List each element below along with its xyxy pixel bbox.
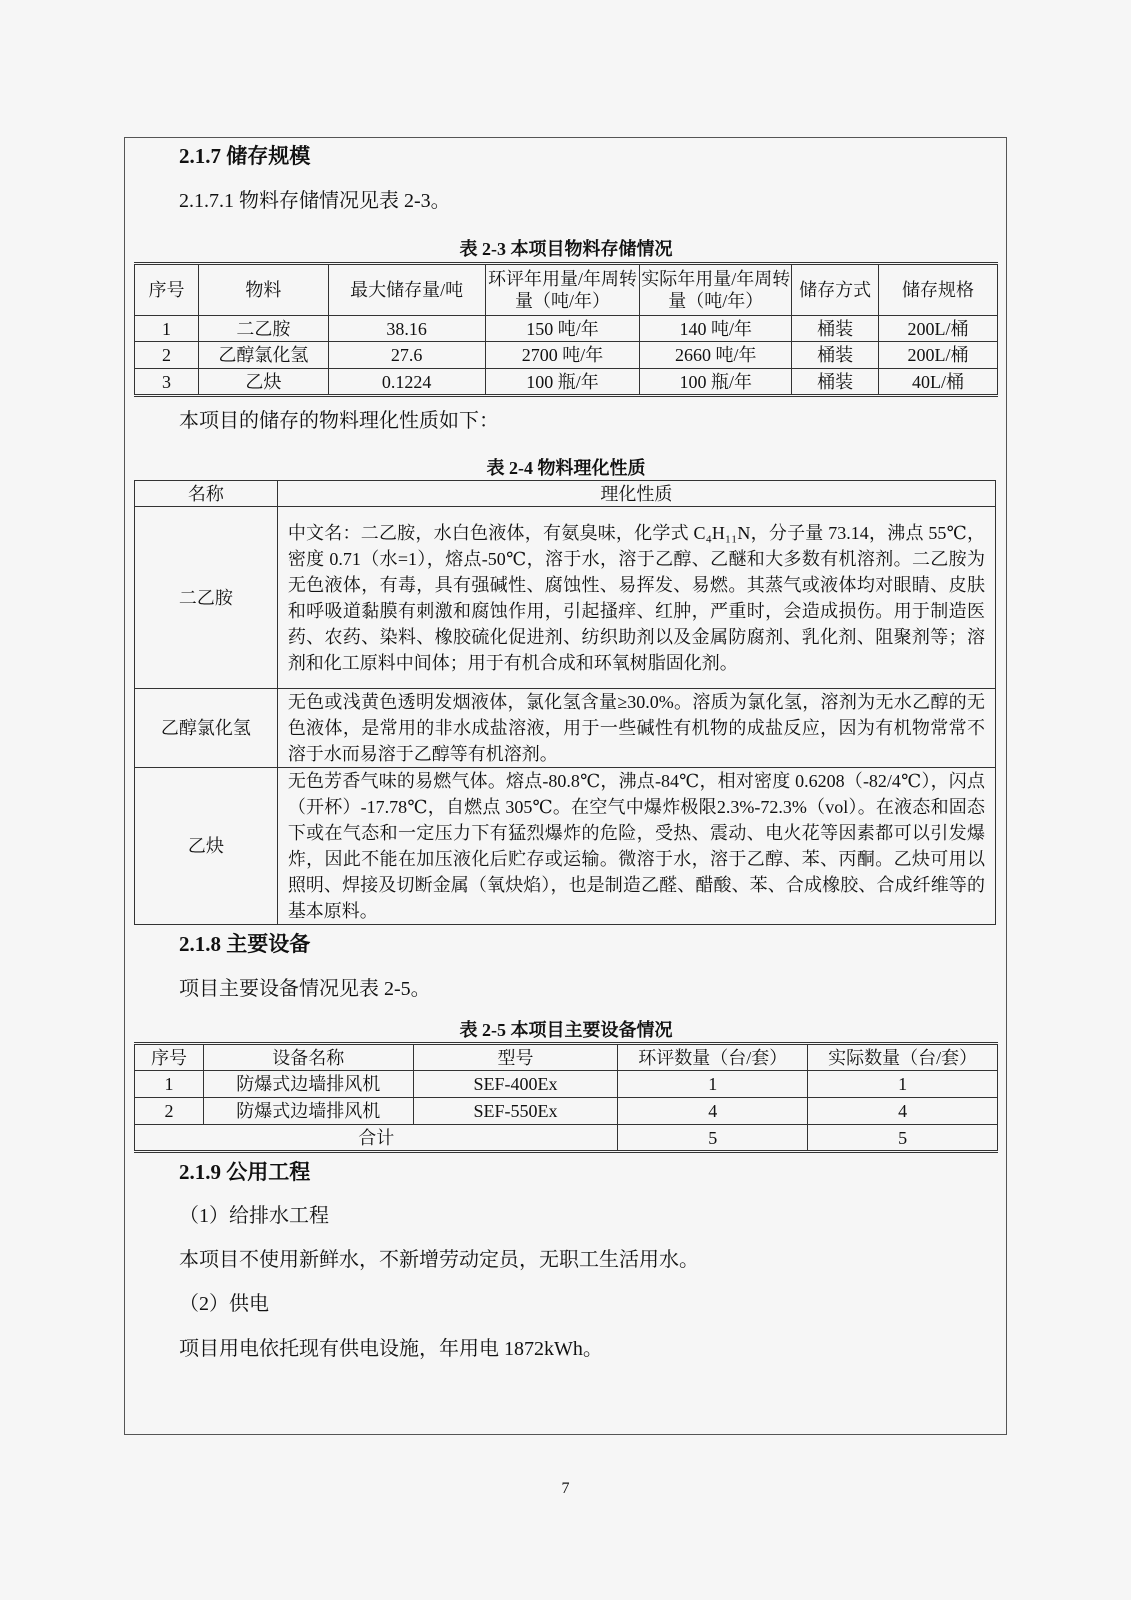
table-row — [135, 507, 996, 689]
table-2-5 — [134, 1042, 998, 1153]
cell: 4 — [618, 1098, 808, 1125]
storage-intro: 2.1.7.1 物料存储情况见表 2-3。 — [179, 190, 451, 212]
table-2-3-caption: 表 2-3 本项目物料存储情况 — [459, 239, 673, 259]
cell: 桶装 — [792, 342, 879, 369]
total-label: 合计 — [135, 1125, 618, 1152]
table-2-4-caption: 表 2-4 物料理化性质 — [486, 458, 646, 478]
cell: SEF-400Ex — [413, 1071, 618, 1098]
th-model: 型号 — [413, 1044, 618, 1071]
cell: 150 吨/年 — [485, 316, 640, 342]
th-material: 物料 — [198, 264, 328, 316]
cell: SEF-550Ex — [413, 1098, 618, 1125]
material-name: 乙醇氯化氢 — [135, 689, 278, 768]
cell: 4 — [808, 1098, 998, 1125]
th-storage-method: 储存方式 — [792, 264, 879, 316]
cell: 3 — [135, 369, 199, 396]
cell: 防爆式边墙排风机 — [203, 1098, 413, 1125]
total-actual-qty: 5 — [808, 1125, 998, 1152]
th-equipment-name: 设备名称 — [203, 1044, 413, 1071]
section-heading-2-1-8: 2.1.8 主要设备 — [179, 932, 311, 956]
cell: 140 吨/年 — [640, 316, 792, 342]
page-number: 7 — [561, 1480, 570, 1497]
material-properties: 中文名：二乙胺，水白色液体，有氨臭味，化学式 C₄H₁₁N，分子量 73.14，沸点 55℃，密度 0.71（水=1），熔点-50℃，溶于水，溶于乙醇、乙醚和大多数有机溶剂。二乙胺为无色液体，有毒，具有强碱性、腐蚀性、易挥发、易燃。其蒸气或液体均对眼睛、皮肤和呼吸道黏膜有刺激和腐蚀作用，引起搔痒、红肿，严重时，会造成损伤。用于制造医药、农药、染料、橡胶硫化促进剂、纺织助剂以及金属防腐剂、乳化剂、阻聚剂等；溶剂和化工原料中间体；用于有机合成和环氧树脂固化剂。 — [277, 507, 995, 689]
table-2-5-caption: 表 2-5 本项目主要设备情况 — [459, 1020, 673, 1040]
section-heading-2-1-9: 2.1.9 公用工程 — [179, 1160, 311, 1184]
th-env-usage: 环评年用量/年周转量（吨/年） — [485, 264, 640, 316]
table-row — [135, 689, 996, 768]
table-2-4 — [134, 480, 996, 925]
material-properties: 无色或浅黄色透明发烟液体，氯化氢含量≥30.0%。溶质为氯化氢，溶剂为无水乙醇的无色液体，是常用的非水成盐溶液，用于一些碱性有机物的成盐反应，因为有机物常常不溶于水而易溶于乙醇等有机溶剂。 — [277, 689, 995, 768]
th-storage-spec: 储存规格 — [879, 264, 998, 316]
cell: 1 — [808, 1071, 998, 1098]
table-row — [135, 768, 996, 925]
total-env-qty: 5 — [618, 1125, 808, 1152]
cell: 2 — [135, 1098, 204, 1125]
cell: 防爆式边墙排风机 — [203, 1071, 413, 1098]
cell: 38.16 — [328, 316, 485, 342]
water-title: （1）给排水工程 — [179, 1205, 329, 1227]
cell: 200L/桶 — [879, 316, 998, 342]
cell: 100 瓶/年 — [485, 369, 640, 396]
table-2-3 — [134, 262, 998, 397]
th-actual-usage: 实际年用量/年周转量（吨/年） — [640, 264, 792, 316]
cell: 100 瓶/年 — [640, 369, 792, 396]
material-name: 二乙胺 — [135, 507, 278, 689]
table-row — [135, 1071, 998, 1098]
material-name: 乙炔 — [135, 768, 278, 925]
cell: 桶装 — [792, 316, 879, 342]
section-heading-2-1-7: 2.1.7 储存规模 — [179, 144, 311, 168]
th-max-storage: 最大储存量/吨 — [328, 264, 485, 316]
equipment-intro: 项目主要设备情况见表 2-5。 — [179, 978, 431, 1000]
table-row — [135, 316, 998, 342]
total-row — [135, 1125, 998, 1152]
cell: 乙炔 — [198, 369, 328, 396]
power-title: （2）供电 — [179, 1293, 269, 1315]
cell: 2 — [135, 342, 199, 369]
cell: 乙醇氯化氢 — [198, 342, 328, 369]
th-name: 名称 — [135, 481, 278, 507]
cell: 二乙胺 — [198, 316, 328, 342]
cell: 200L/桶 — [879, 342, 998, 369]
cell: 1 — [135, 1071, 204, 1098]
table-row — [135, 1098, 998, 1125]
power-text: 项目用电依托现有供电设施，年用电 1872kWh。 — [179, 1338, 603, 1360]
cell: 40L/桶 — [879, 369, 998, 396]
cell: 1 — [135, 316, 199, 342]
cell: 2700 吨/年 — [485, 342, 640, 369]
cell: 桶装 — [792, 369, 879, 396]
props-intro: 本项目的储存的物料理化性质如下： — [179, 410, 499, 432]
table-row — [135, 342, 998, 369]
water-text: 本项目不使用新鲜水，不新增劳动定员，无职工生活用水。 — [179, 1249, 699, 1271]
th-seq: 序号 — [135, 1044, 204, 1071]
cell: 2660 吨/年 — [640, 342, 792, 369]
cell: 1 — [618, 1071, 808, 1098]
th-seq: 序号 — [135, 264, 199, 316]
table-row — [135, 369, 998, 396]
cell: 0.1224 — [328, 369, 485, 396]
th-env-qty: 环评数量（台/套） — [618, 1044, 808, 1071]
th-actual-qty: 实际数量（台/套） — [808, 1044, 998, 1071]
th-properties: 理化性质 — [277, 481, 995, 507]
cell: 27.6 — [328, 342, 485, 369]
material-properties: 无色芳香气味的易燃气体。熔点-80.8℃，沸点-84℃，相对密度 0.6208（-82/4℃），闪点（开杯）-17.78℃，自燃点 305℃。在空气中爆炸极限2.3%-72.3%（vol）。在液态和固态下或在气态和一定压力下有猛烈爆炸的危险，受热、震动、电火花等因素都可以引发爆炸，因此不能在加压液化后贮存或运输。微溶于水，溶于乙醇、苯、丙酮。乙炔可用以照明、焊接及切断金属（氧炔焰），也是制造乙醛、醋酸、苯、合成橡胶、合成纤维等的基本原料。 — [277, 768, 995, 925]
